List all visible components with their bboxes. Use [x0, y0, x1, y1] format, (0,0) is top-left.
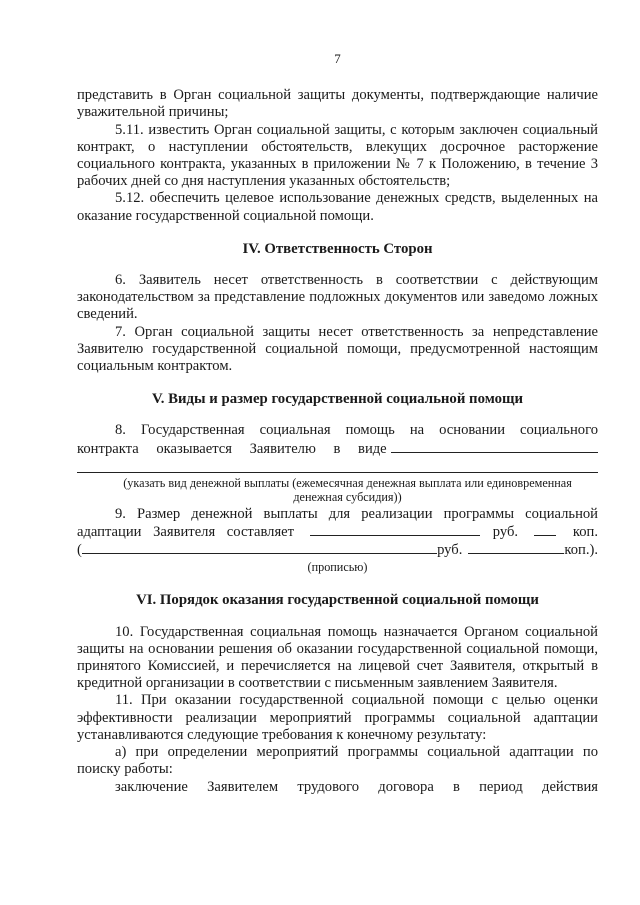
aid-type-blank[interactable] [391, 440, 598, 453]
paragraph-5-11: 5.11. известить Орган социальной защиты, с которым заключен социальный контракт, о наступлении обстоятельств, влекущих досрочное расторжение социального контракта, указанных в приложении № 7 к Положению, в течение 3 рабочих дней со дня наступления указанных обстоятельств; [77, 121, 598, 190]
paragraph-11-a: а) при определении мероприятий программы социальной адаптации по поиску работы: [77, 744, 598, 778]
section-heading-iv: IV. Ответственность Сторон [242, 240, 433, 257]
section-heading-v: V. Виды и размер государственной социальной помощи [151, 391, 523, 408]
page-number: 7 [334, 51, 341, 66]
rub-words-label: руб. [437, 542, 463, 559]
paragraph-9-text: адаптации Заявителя составляет [77, 524, 295, 541]
paragraph-5-12: 5.12. обеспечить целевое использование денежных средств, выделенных на оказание государственной социальной помощи. [77, 190, 598, 224]
paragraph-9-line-2 [77, 523, 598, 541]
paragraph-7: 7. Орган социальной защиты несет ответственность за непредставление Заявителю государственной социальной помощи, предусмотренной настоящим социальным контрактом. [77, 323, 598, 375]
amount-kop-blank[interactable] [534, 523, 556, 536]
paragraph-8-text: контракта оказывается Заявителю в виде [77, 440, 387, 457]
in-words-note: (прописью) [307, 560, 368, 575]
paragraph-6: 6. Заявитель несет ответственность в соответствии с действующим законодательством за представление подложных документов или заведомо ложных сведений. [77, 272, 598, 323]
amount-words-blank[interactable] [82, 541, 437, 554]
kop-words-label: коп.). [564, 542, 598, 559]
paragraph-8-line-1: 8. Государственная социальная помощь на основании социального [115, 422, 598, 439]
aid-type-blank-line-2[interactable] [77, 460, 598, 473]
aid-type-note: (указать вид денежной выплаты (ежемесячная денежная выплата или единовременная денежная субсидия)) [123, 475, 572, 504]
paragraph-continued: представить в Орган социальной защиты документы, подтверждающие наличие уважительной причины; [77, 87, 598, 121]
section-heading-vi: VI. Порядок оказания государственной социальной помощи [136, 592, 539, 609]
paragraph-last: заключение Заявителем трудового договора в период действия [115, 778, 598, 795]
amount-rub-blank[interactable] [310, 523, 480, 536]
paragraph-9-line-3 [77, 541, 598, 559]
kop-words-blank[interactable] [468, 541, 564, 554]
paragraph-11: 11. При оказании государственной социальной помощи с целью оценки эффективности реализации мероприятий программы социальной адаптации устанавливаются следующие требования к конечному результату: [77, 692, 598, 743]
rub-label: руб. [492, 524, 519, 541]
open-paren: ( [77, 542, 82, 559]
paragraph-10: 10. Государственная социальная помощь назначается Органом социальной защиты на основании решения об оказании государственной социальной помощи, принятого Комиссией, и перечисляется на лицевой счет Заявителя, открытый в кредитной организации в соответствии с письменным заявлением Заявителя. [77, 623, 598, 692]
paragraph-8-line-2 [77, 440, 598, 458]
kop-label: коп. [572, 524, 598, 541]
paragraph-9-line-1: 9. Размер денежной выплаты для реализации программы социальной [115, 505, 598, 522]
